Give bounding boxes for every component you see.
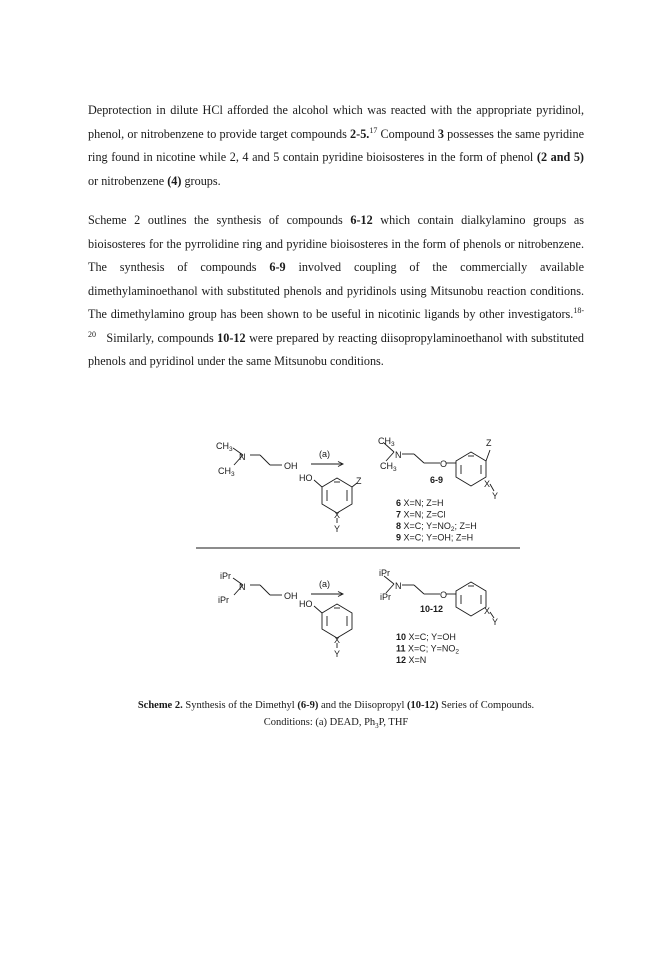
methyl-label: $CH_3$ bbox=[218, 466, 235, 478]
compound-ref: (6-9) bbox=[297, 700, 319, 711]
arrow-condition-label: (a) bbox=[319, 449, 330, 459]
compound-number: 9 bbox=[396, 532, 402, 543]
caption-title: Scheme 2. bbox=[137, 700, 183, 711]
caption-text: P, THF bbox=[378, 717, 409, 728]
compound-list-bottom bbox=[396, 632, 459, 665]
substituent-label: Z bbox=[356, 476, 362, 486]
ring-atom-label: X bbox=[334, 635, 341, 645]
caption-text: Synthesis of the Dimethyl bbox=[182, 700, 298, 711]
caption-line-1 bbox=[60, 697, 612, 714]
compound-entry bbox=[396, 655, 426, 665]
compound-entry bbox=[396, 644, 459, 656]
oxygen-label: O bbox=[440, 590, 448, 600]
compound-list-top bbox=[396, 498, 477, 543]
compound-ref: 3 bbox=[437, 126, 444, 141]
compound-desc: X=N; Z=H bbox=[401, 498, 444, 508]
text: possesses the same pyridine ring found in nicotine while 2, 4 and 5 contain pyridine bioisosteres in the form of phenol bbox=[88, 126, 584, 164]
compound-entry bbox=[396, 521, 477, 533]
text: or nitrobenzene bbox=[88, 173, 168, 188]
compound-entry bbox=[396, 632, 456, 642]
compound-ref: 2-5. bbox=[350, 126, 370, 141]
hydroxyl-label: HO bbox=[299, 473, 313, 483]
caption-subscript: 3 bbox=[375, 722, 379, 731]
scheme-caption bbox=[60, 697, 612, 735]
compound-number: 8 bbox=[396, 521, 402, 531]
compound-ref: 6-9 bbox=[269, 260, 286, 274]
compound-desc: X=C; Y=OH; Z=H bbox=[401, 532, 474, 543]
compound-number: 11 bbox=[396, 643, 406, 654]
isopropyl-label: iPr bbox=[220, 571, 231, 581]
text: Similarly, compounds bbox=[96, 330, 218, 345]
text: Deprotection in dilute HCl afforded the alcohol which was reacted with the appropriate pyridinol, phenol, or nitrobenzene to provide target compounds bbox=[88, 103, 584, 141]
nitrogen-label: N bbox=[395, 581, 402, 591]
ring-atom-label: X bbox=[484, 606, 491, 616]
compound-desc: X=C; Y=OH bbox=[406, 632, 456, 642]
substituent-label: Y bbox=[492, 617, 499, 627]
substituent-label: Y bbox=[334, 649, 341, 659]
compound-number: 10 bbox=[396, 632, 407, 642]
text: groups. bbox=[181, 173, 221, 188]
compound-number: 6 bbox=[396, 498, 402, 508]
compound-entry bbox=[396, 533, 473, 543]
substituent-label: Y bbox=[334, 524, 341, 534]
compound-ref: 10-12 bbox=[217, 330, 246, 345]
compound-desc: X=C; Y=NO bbox=[401, 521, 451, 531]
compound-subscript: 2 bbox=[450, 526, 455, 533]
product-label: 10-12 bbox=[420, 604, 444, 614]
citation: 17 bbox=[369, 125, 378, 135]
compound-entry bbox=[396, 498, 444, 508]
text: were prepared by reacting diisopropylaminoethanol with substituted phenols and pyridinol under the same Mitsunobu conditions. bbox=[88, 330, 584, 368]
compound-desc: X=N bbox=[406, 655, 427, 665]
caption-text: and the Diisopropyl bbox=[318, 700, 408, 711]
compound-desc: ; Z=H bbox=[454, 521, 477, 531]
ring-atom-label: X bbox=[484, 479, 491, 489]
citation: 18-20 bbox=[88, 305, 584, 339]
substituent-label: Z bbox=[486, 438, 492, 448]
compound-entry bbox=[396, 510, 446, 520]
text: which contain dialkylamino groups as bioisosteres for the pyrrolidine ring and pyridine bioisosteres in the form of phenols or nitrobenzene. The synthesis of compounds bbox=[88, 213, 584, 274]
compound-ref: (2 and 5) bbox=[536, 150, 584, 164]
text: involved coupling of the commercially available dimethylaminoethanol with substituted phenols and pyridinols using Mitsunobu reaction conditions. The dimethylamino group has been shown to be useful in nicotinic ligands by other investigators. bbox=[88, 260, 584, 321]
compound-subscript: 2 bbox=[455, 648, 459, 656]
caption-text: Conditions: (a) DEAD, Ph bbox=[263, 717, 376, 728]
text: Scheme 2 outlines the synthesis of compounds bbox=[88, 213, 351, 227]
compound-number: 12 bbox=[396, 655, 407, 665]
compound-ref: (10-12) bbox=[407, 700, 439, 711]
hydroxyl-label: OH bbox=[284, 461, 298, 471]
methyl-label: $CH_3$ bbox=[216, 441, 233, 453]
compound-desc: X=C; Y=NO bbox=[405, 643, 456, 654]
compound-desc: X=N; Z=Cl bbox=[401, 509, 446, 520]
ring-atom-label: X bbox=[334, 510, 341, 520]
caption-text: Series of Compounds. bbox=[438, 700, 535, 711]
product-label: 6-9 bbox=[430, 475, 444, 485]
compound-number: 7 bbox=[396, 509, 402, 520]
hydroxyl-label: HO bbox=[299, 599, 313, 609]
isopropyl-label: iPr bbox=[218, 595, 229, 605]
isopropyl-label: iPr bbox=[379, 568, 390, 578]
nitrogen-label: N bbox=[239, 582, 246, 592]
compound-ref: (4) bbox=[167, 173, 182, 188]
text: Compound bbox=[377, 126, 438, 141]
nitrogen-label: N bbox=[239, 452, 246, 462]
methyl-label: $CH_3$ bbox=[380, 461, 397, 473]
compound-ref: 6-12 bbox=[350, 213, 373, 227]
substituent-label: Y bbox=[492, 491, 499, 501]
methyl-label: $CH_3$ bbox=[378, 436, 395, 448]
hydroxyl-label: OH bbox=[284, 591, 298, 601]
caption-line-2 bbox=[60, 714, 612, 735]
arrow-condition-label: (a) bbox=[319, 579, 330, 589]
nitrogen-label: N bbox=[395, 450, 402, 460]
oxygen-label: O bbox=[440, 459, 448, 469]
isopropyl-label: iPr bbox=[380, 592, 391, 602]
